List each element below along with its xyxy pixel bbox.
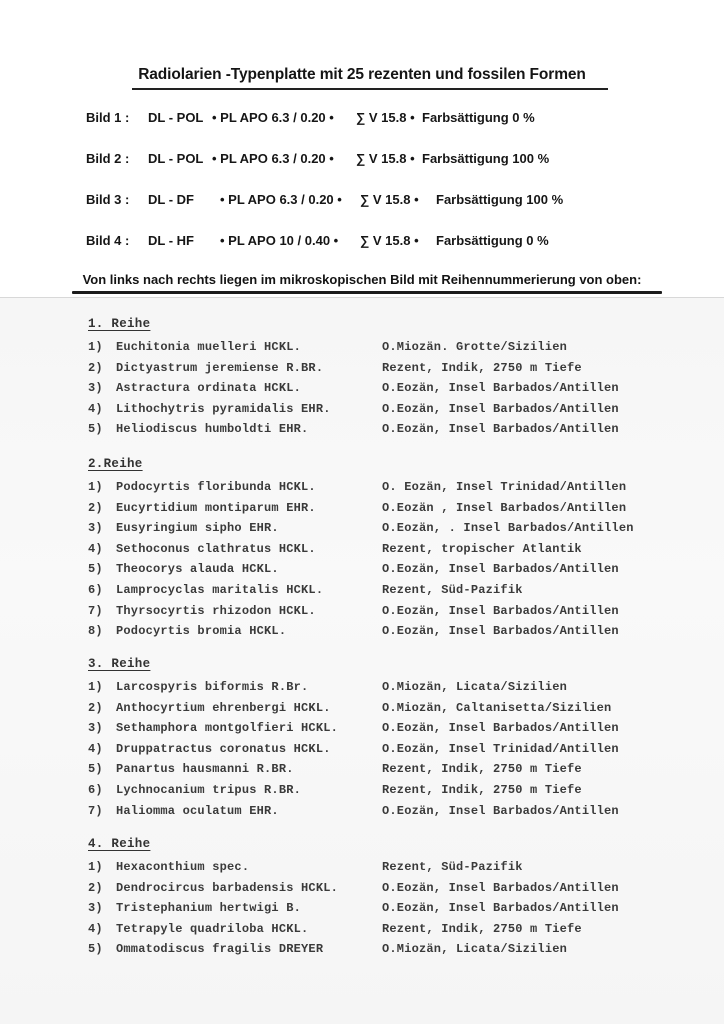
list-item bbox=[88, 498, 668, 519]
species-name: Haliomma oculatum EHR. bbox=[116, 803, 279, 818]
entry-number: 1) bbox=[88, 340, 103, 354]
list-item bbox=[88, 759, 668, 780]
bild-label: Bild 1 : bbox=[86, 110, 130, 125]
species-name: Tetrapyle quadriloba HCKL. bbox=[116, 921, 309, 936]
species-name: Sethoconus clathratus HCKL. bbox=[116, 541, 316, 556]
intro-text: Von links nach rechts liegen im mikroskopischen Bild mit Reihennummerierung von oben: bbox=[82, 272, 642, 287]
paper-edge-divider bbox=[0, 297, 724, 298]
bild-sigma: ∑ V 15.8 • bbox=[356, 110, 415, 125]
species-name: Ommatodiscus fragilis DREYER bbox=[116, 942, 324, 957]
origin-text: O.Eozän, Insel Barbados/Antillen bbox=[382, 603, 619, 618]
entry-number: 4) bbox=[88, 401, 103, 416]
species-name: Podocyrtis floribunda HCKL. bbox=[116, 480, 316, 494]
origin-text: O.Eozän, Insel Barbados/Antillen bbox=[382, 803, 619, 818]
species-name: Druppatractus coronatus HCKL. bbox=[116, 741, 331, 756]
entry-number: 2) bbox=[88, 700, 103, 715]
header-sheet bbox=[0, 0, 724, 298]
list-item bbox=[88, 939, 668, 960]
entry-number: 4) bbox=[88, 921, 103, 936]
entry-number: 5) bbox=[88, 562, 103, 577]
list-item bbox=[88, 919, 668, 940]
list-item bbox=[88, 518, 668, 539]
origin-text: O.Eozän, Insel Barbados/Antillen bbox=[382, 401, 619, 416]
section-heading: 1. Reihe bbox=[88, 317, 151, 331]
section-heading: 2.Reihe bbox=[88, 457, 143, 471]
entry-number: 3) bbox=[88, 721, 103, 736]
entry-number: 8) bbox=[88, 624, 103, 639]
species-name: Tristephanium hertwigi B. bbox=[116, 901, 302, 916]
list-item bbox=[88, 580, 668, 601]
entry-number: 3) bbox=[88, 521, 103, 536]
section-reihe-3 bbox=[88, 653, 668, 821]
entry-number: 6) bbox=[88, 782, 103, 797]
origin-text: Rezent, Süd-Pazifik bbox=[382, 582, 523, 597]
section-reihe-1 bbox=[88, 313, 668, 440]
entry-number: 2) bbox=[88, 880, 103, 895]
entry-number: 7) bbox=[88, 603, 103, 618]
origin-text: O.Eozän, Insel Barbados/Antillen bbox=[382, 901, 619, 916]
species-name: Anthocyrtium ehrenbergi HCKL. bbox=[116, 700, 331, 715]
section-reihe-4 bbox=[88, 833, 668, 960]
bild-label: Bild 3 : bbox=[86, 192, 130, 207]
list-item bbox=[88, 337, 668, 358]
entry-number: 2) bbox=[88, 500, 103, 515]
species-name: Dictyastrum jeremiense R.BR. bbox=[116, 360, 324, 375]
entry-number: 7) bbox=[88, 803, 103, 818]
bild-label: Bild 2 : bbox=[86, 151, 130, 166]
entry-number: 5) bbox=[88, 422, 103, 437]
species-name: Theocorys alauda HCKL. bbox=[116, 562, 279, 577]
list-item bbox=[88, 857, 668, 878]
origin-text: O.Miozän, Licata/Sizilien bbox=[382, 942, 568, 957]
species-name: Lamprocyclas maritalis HCKL. bbox=[116, 582, 324, 597]
section-heading: 4. Reihe bbox=[88, 837, 151, 851]
bild-saturation: Farbsättigung 100 % bbox=[436, 192, 564, 207]
bild-mode: DL - POL bbox=[148, 151, 204, 166]
list-item bbox=[88, 378, 668, 399]
species-name: Euchitonia muelleri HCKL. bbox=[116, 340, 302, 354]
bild-objective: • PL APO 6.3 / 0.20 • bbox=[212, 151, 334, 166]
entry-number: 6) bbox=[88, 582, 103, 597]
bild-saturation: Farbsättigung 100 % bbox=[422, 151, 550, 166]
intro-underline bbox=[72, 291, 662, 294]
species-name: Heliodiscus humboldti EHR. bbox=[116, 422, 309, 437]
bild-mode: DL - HF bbox=[148, 233, 194, 248]
bild-sigma: ∑ V 15.8 • bbox=[356, 151, 415, 166]
list-item bbox=[88, 601, 668, 622]
origin-text: O.Eozän, Insel Barbados/Antillen bbox=[382, 562, 619, 577]
list-item bbox=[88, 559, 668, 580]
list-item bbox=[88, 358, 668, 379]
entry-number: 3) bbox=[88, 381, 103, 396]
entry-number: 3) bbox=[88, 901, 103, 916]
species-name: Lychnocanium tripus R.BR. bbox=[116, 782, 302, 797]
list-item bbox=[88, 399, 668, 420]
list-item bbox=[88, 621, 668, 642]
origin-text: Rezent, Indik, 2750 m Tiefe bbox=[382, 762, 582, 777]
list-item bbox=[88, 477, 668, 498]
bild-sigma: ∑ V 15.8 • bbox=[360, 192, 419, 207]
list-item bbox=[88, 698, 668, 719]
entry-number: 1) bbox=[88, 680, 103, 694]
entry-number: 2) bbox=[88, 360, 103, 375]
entry-number: 5) bbox=[88, 942, 103, 957]
species-name: Astractura ordinata HCKL. bbox=[116, 381, 302, 396]
origin-text: O. Eozän, Insel Trinidad/Antillen bbox=[382, 480, 627, 494]
origin-text: O.Miozän, Licata/Sizilien bbox=[382, 680, 568, 694]
bild-saturation: Farbsättigung 0 % bbox=[436, 233, 549, 248]
origin-text: O.Miozän, Caltanisetta/Sizilien bbox=[382, 700, 612, 715]
origin-text: Rezent, Indik, 2750 m Tiefe bbox=[382, 782, 582, 797]
species-name: Hexaconthium spec. bbox=[116, 860, 250, 874]
species-name: Thyrsocyrtis rhizodon HCKL. bbox=[116, 603, 316, 618]
origin-text: O.Eozän, Insel Barbados/Antillen bbox=[382, 381, 619, 396]
list-item bbox=[88, 539, 668, 560]
bild-sigma: ∑ V 15.8 • bbox=[360, 233, 419, 248]
entry-number: 5) bbox=[88, 762, 103, 777]
species-name: Eusyringium sipho EHR. bbox=[116, 521, 279, 536]
origin-text: Rezent, Indik, 2750 m Tiefe bbox=[382, 360, 582, 375]
origin-text: O.Miozän. Grotte/Sizilien bbox=[382, 340, 568, 354]
document-title: Radiolarien -Typenplatte mit 25 rezenten und fossilen Formen bbox=[138, 66, 586, 83]
entry-number: 1) bbox=[88, 480, 103, 494]
origin-text: O.Eozän , Insel Barbados/Antillen bbox=[382, 500, 627, 515]
origin-text: Rezent, Süd-Pazifik bbox=[382, 860, 523, 874]
bild-saturation: Farbsättigung 0 % bbox=[422, 110, 535, 125]
title-underline bbox=[132, 88, 608, 90]
section-reihe-2 bbox=[88, 453, 668, 642]
entry-number: 4) bbox=[88, 741, 103, 756]
species-name: Panartus hausmanni R.BR. bbox=[116, 762, 294, 777]
section-heading: 3. Reihe bbox=[88, 657, 151, 671]
bild-label: Bild 4 : bbox=[86, 233, 130, 248]
list-item bbox=[88, 739, 668, 760]
bild-mode: DL - POL bbox=[148, 110, 204, 125]
species-name: Sethamphora montgolfieri HCKL. bbox=[116, 721, 339, 736]
list-item bbox=[88, 780, 668, 801]
origin-text: O.Eozän, Insel Barbados/Antillen bbox=[382, 624, 619, 639]
list-item bbox=[88, 677, 668, 698]
list-item bbox=[88, 898, 668, 919]
origin-text: Rezent, Indik, 2750 m Tiefe bbox=[382, 921, 582, 936]
bild-objective: • PL APO 10 / 0.40 • bbox=[220, 233, 339, 248]
origin-text: O.Eozän, Insel Barbados/Antillen bbox=[382, 422, 619, 437]
entry-number: 4) bbox=[88, 541, 103, 556]
origin-text: O.Eozän, Insel Trinidad/Antillen bbox=[382, 741, 619, 756]
species-name: Larcospyris biformis R.Br. bbox=[116, 680, 309, 694]
bild-mode: DL - DF bbox=[148, 192, 194, 207]
entry-number: 1) bbox=[88, 860, 103, 874]
list-item bbox=[88, 878, 668, 899]
bild-objective: • PL APO 6.3 / 0.20 • bbox=[212, 110, 334, 125]
species-name: Eucyrtidium montiparum EHR. bbox=[116, 500, 316, 515]
origin-text: O.Eozän, Insel Barbados/Antillen bbox=[382, 880, 619, 895]
origin-text: O.Eozän, . Insel Barbados/Antillen bbox=[382, 521, 634, 536]
species-name: Dendrocircus barbadensis HCKL. bbox=[116, 880, 339, 895]
origin-text: O.Eozän, Insel Barbados/Antillen bbox=[382, 721, 619, 736]
origin-text: Rezent, tropischer Atlantik bbox=[382, 541, 582, 556]
species-name: Podocyrtis bromia HCKL. bbox=[116, 624, 287, 639]
list-item bbox=[88, 718, 668, 739]
list-item bbox=[88, 801, 668, 822]
bild-objective: • PL APO 6.3 / 0.20 • bbox=[220, 192, 342, 207]
list-item bbox=[88, 419, 668, 440]
species-name: Lithochytris pyramidalis EHR. bbox=[116, 401, 331, 416]
